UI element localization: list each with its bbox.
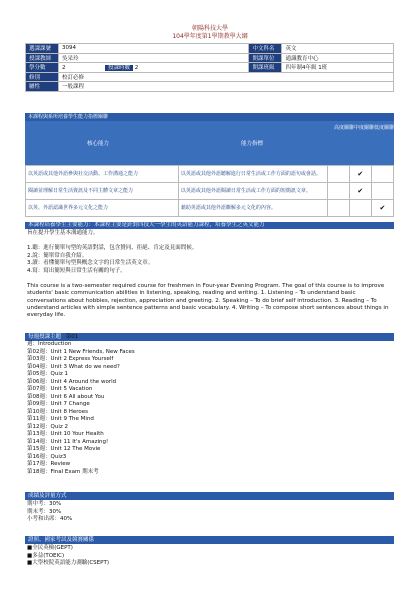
certs-header: 證照、國家考試及競賽關係 bbox=[25, 536, 394, 544]
credits-value: 2 bbox=[62, 65, 66, 72]
required-label: 修別 bbox=[26, 72, 59, 82]
list-item: 4.寫：寫出簡短與日常生活有關的句子。 bbox=[27, 267, 126, 274]
syllabus-title: 104學年度第1學期教學大綱 bbox=[172, 33, 248, 40]
schedule-header-label: 每週授課主題 bbox=[28, 334, 62, 340]
objective-english: This course is a two-semester required course for freshmen in Four-year Evening Program. The goal of this course is to improve students' basic communication abilities in listening, speaking, reading and writing. 1. Listening – To understand basic conversations about hobbies, rejection, appreciation and greeting. 2. Speaking – To do brief self introduction. 3. Reading – To understand articles with simple sentence patterns and basic vocabulary. 4. Writing – To compose short sentences about things in everyday life. bbox=[27, 283, 389, 319]
credits-label: 學分數 bbox=[26, 63, 59, 73]
core-cell: 閱讀並理解日常生活資訊及不同主體文章之能力 bbox=[26, 183, 179, 200]
list-item: 第09週：Unit 7 Change bbox=[27, 401, 90, 407]
dept-label: 開課單位 bbox=[249, 53, 282, 63]
list-item: 第15週：Unit 12 The Movie bbox=[27, 446, 101, 452]
objective-list bbox=[27, 245, 393, 275]
list-item: 第06週：Unit 4 Around the world bbox=[27, 378, 117, 385]
list-item: 第08週：Unit 6 All about You bbox=[27, 393, 105, 400]
competency-header bbox=[25, 121, 394, 165]
level-high-cell bbox=[327, 166, 349, 183]
indicator-cell: 以英語或其他外語聽解進行日常生活或工作方面的語句或會話。 bbox=[178, 166, 327, 183]
teacher-label: 授課教師 bbox=[26, 53, 59, 63]
grading-list bbox=[27, 501, 393, 524]
level-high-cell bbox=[327, 183, 349, 200]
list-item: 第16週：Quiz3 bbox=[27, 453, 67, 460]
class-value: 四年制4年級 1班 bbox=[282, 63, 394, 73]
list-item: 第07週：Unit 5 Vacation bbox=[27, 386, 93, 392]
school-name: 朝陽科技大學 bbox=[191, 25, 228, 32]
list-item: 第03週：Unit 2 Express Yourself bbox=[27, 356, 114, 362]
level-low-header: 低度關聯 bbox=[374, 125, 395, 131]
list-item: ■多益(TOEIC) bbox=[27, 552, 65, 559]
list-item: 第10週：Unit 8 Heroes bbox=[27, 408, 88, 415]
table-row bbox=[26, 183, 394, 200]
list-item: 2.說：簡單常自我介紹。 bbox=[27, 252, 88, 259]
dept-value: 通識教育中心 bbox=[282, 53, 394, 63]
list-item: 期中考：30% bbox=[27, 501, 62, 507]
teacher-value: 吳采玲 bbox=[59, 53, 249, 63]
level-mid-header: 中度關聯 bbox=[354, 125, 375, 131]
course-code-value: 3094 bbox=[59, 44, 249, 54]
indicator-col-header: 能力指標 bbox=[240, 141, 263, 147]
competency-table bbox=[25, 165, 394, 217]
table-row bbox=[26, 200, 394, 217]
list-item: 週：Introduction bbox=[27, 341, 72, 347]
list-item: ■大學校院英語能力測驗(CSEPT) bbox=[27, 560, 109, 566]
course-name-label: 中文科名 bbox=[249, 44, 282, 54]
list-item: 小考和出席：40% bbox=[27, 516, 73, 522]
list-item: 第13週：Unit 10 Your Health bbox=[27, 431, 104, 437]
level-low-cell: ✔ bbox=[371, 200, 393, 217]
level-mid-cell: ✔ bbox=[349, 183, 371, 200]
schedule-header bbox=[25, 333, 394, 341]
level-low-cell bbox=[371, 166, 393, 183]
course-name-value: 英文 bbox=[282, 44, 394, 54]
list-item: 第11週：Unit 9 The Mind bbox=[27, 416, 94, 422]
objective-header: 本課程培養學生主要能力：本課程主要是針對四技大一學生的英語能力課程，培養學生之英文能力 bbox=[25, 222, 394, 229]
grading-header: 成績及評量方式 bbox=[25, 492, 394, 500]
competency-band: 本課程與系所培養學生能力指標關聯 bbox=[25, 113, 394, 121]
required-value: 校訂必修 bbox=[59, 72, 394, 82]
indicator-cell: 以英語或其他外語閱讀日常生活或工作方面的短簡訊文章。 bbox=[178, 183, 327, 200]
core-cell: 以英、外語認識世界多元文化之能力 bbox=[26, 200, 179, 217]
level-low-cell bbox=[371, 183, 393, 200]
core-cell: 以英語或其他外語參與社交活動、工作溝通之能力 bbox=[26, 166, 179, 183]
level-high-cell bbox=[327, 200, 349, 217]
indicator-cell: 藉助英語或其他外語瞭解多元文化的內容。 bbox=[178, 200, 327, 217]
list-item: 1.聽：進行簡單句型的英語對話，包含贊同、拒絕、肯定及見面問候。 bbox=[27, 245, 198, 251]
class-label: 開課班級 bbox=[249, 63, 282, 73]
competency-section bbox=[25, 113, 394, 217]
list-item: ■全民英檢(GEPT) bbox=[27, 545, 73, 551]
objective-intro: 旨在提升學生基本溝通能力。 bbox=[27, 230, 99, 236]
course-code-label: 選課課號 bbox=[26, 44, 59, 54]
list-item: 第02週：Unit 1 New Friends, New Faces bbox=[27, 348, 135, 355]
level-mid-cell bbox=[349, 200, 371, 217]
list-item: 第17週：Review bbox=[27, 461, 71, 467]
category-label: 屬性 bbox=[26, 82, 59, 92]
table-row bbox=[26, 166, 394, 183]
list-item: 第14週：Unit 11 It's Amazing! bbox=[27, 438, 109, 445]
core-col-header: 核心能力 bbox=[86, 141, 109, 147]
schedule-week-label: 第01 bbox=[65, 334, 79, 340]
hours-value: 2 bbox=[134, 65, 139, 72]
list-item: 3.讀：看懂簡單句型與概念文字的日常生活英文章。 bbox=[27, 260, 154, 266]
certs-list bbox=[27, 545, 393, 568]
course-meta-table bbox=[25, 43, 394, 92]
list-item: 第18週：Final Exam 期末考 bbox=[27, 468, 99, 475]
level-mid-cell: ✔ bbox=[349, 166, 371, 183]
list-item: 第12週：Quiz 2 bbox=[27, 423, 68, 430]
list-item: 第04週：Unit 3 What do we need? bbox=[27, 363, 120, 370]
list-item: 期末考：30% bbox=[27, 508, 62, 515]
schedule-list bbox=[27, 341, 393, 476]
level-high-header: 高度關聯 bbox=[334, 125, 355, 131]
hours-label: 授課時數 bbox=[105, 65, 133, 71]
list-item: 第05週：Quiz 1 bbox=[27, 371, 68, 377]
category-value: 一般課程 bbox=[59, 82, 394, 92]
